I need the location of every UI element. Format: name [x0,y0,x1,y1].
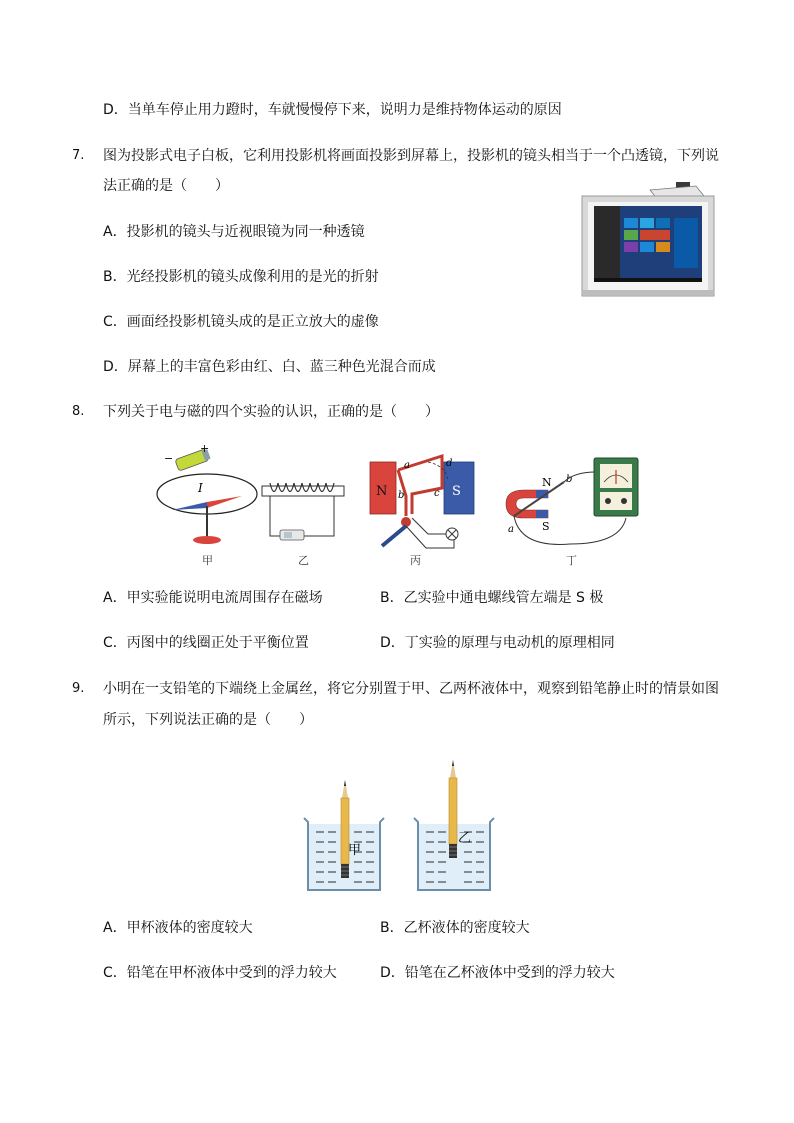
point-d-label: d [446,458,453,469]
point-c-label: c [434,488,440,499]
pencil-jia [341,780,349,878]
q9-stem-line2: 所示，下列说法正确的是（ ） [103,712,313,728]
minus-label: − [164,452,174,465]
q9-option-b: B．乙杯液体的密度较大 [380,920,530,936]
caption-yi: 乙 [298,554,309,567]
q9-stem-line1: 小明在一支铅笔的下端绕上金属丝，将它分别置于甲、乙两杯液体中，观察到铅笔静止时的情景如图 [103,681,719,697]
q7-stem-line1: 图为投影式电子白板，它利用投影机将画面投影到屏幕上，投影机的镜头相当于一个凸透镜，下列说 [103,148,719,164]
ding-b-label: b [566,474,573,485]
q9-number: 9. [72,681,85,696]
q8-option-c: C．丙图中的线圈正处于平衡位置 [103,635,309,651]
q8-option-b: B．乙实验中通电螺线管左端是 S 极 [380,590,604,606]
caption-ding: 丁 [566,554,577,567]
point-b-label: b [398,490,405,501]
q9-option-a: A．甲杯液体的密度较大 [103,920,253,936]
experiment-yi-figure [260,478,346,548]
beaker-yi-figure [412,756,496,894]
pencil-yi [449,760,457,858]
q7-option-a: A．投影机的镜头与近视眼镜为同一种透镜 [103,224,365,240]
beaker-jia-figure [302,772,386,894]
q8-option-a: A．甲实验能说明电流周围存在磁场 [103,590,323,606]
plus-label: + [200,442,210,455]
q8-number: 8. [72,404,85,419]
beaker-jia-label: 甲 [348,843,362,858]
q9-option-d: D．铅笔在乙杯液体中受到的浮力较大 [380,965,615,981]
q8-stem: 下列关于电与磁的四个实验的认识，正确的是（ ） [103,404,439,420]
screen-display [594,206,702,282]
experiment-bing-figure [368,452,478,556]
q7-option-b: B．光经投影机的镜头成像利用的是光的折射 [103,269,379,285]
caption-bing: 丙 [410,554,421,567]
caption-jia: 甲 [202,554,213,567]
ding-a-label: a [508,524,514,535]
magnet-n-label: N [376,484,388,499]
q6-option-d: D．当单车停止用力蹬时，车就慢慢停下来，说明力是维持物体运动的原因 [103,102,562,118]
point-a-label: a [404,460,410,471]
q8-option-d: D．丁实验的原理与电动机的原理相同 [380,635,615,651]
whiteboard-figure [578,178,722,300]
current-label: I [198,481,203,495]
ding-n-label: N [542,476,552,489]
magnet-s-label: S [452,484,461,499]
experiment-jia-figure [152,440,262,550]
beaker-yi-label: 乙 [458,831,472,846]
q9-option-c: C．铅笔在甲杯液体中受到的浮力较大 [103,965,337,981]
q7-option-d: D．屏幕上的丰富色彩由红、白、蓝三种色光混合而成 [103,359,436,375]
q7-option-c: C．画面经投影机镜头成的是正立放大的虚像 [103,314,379,330]
q7-stem-line2: 法正确的是（ ） [103,178,229,194]
galvanometer-icon [594,458,638,516]
q7-number: 7. [72,148,85,163]
ding-s-label: S [542,520,550,533]
experiment-ding-figure [500,452,644,552]
